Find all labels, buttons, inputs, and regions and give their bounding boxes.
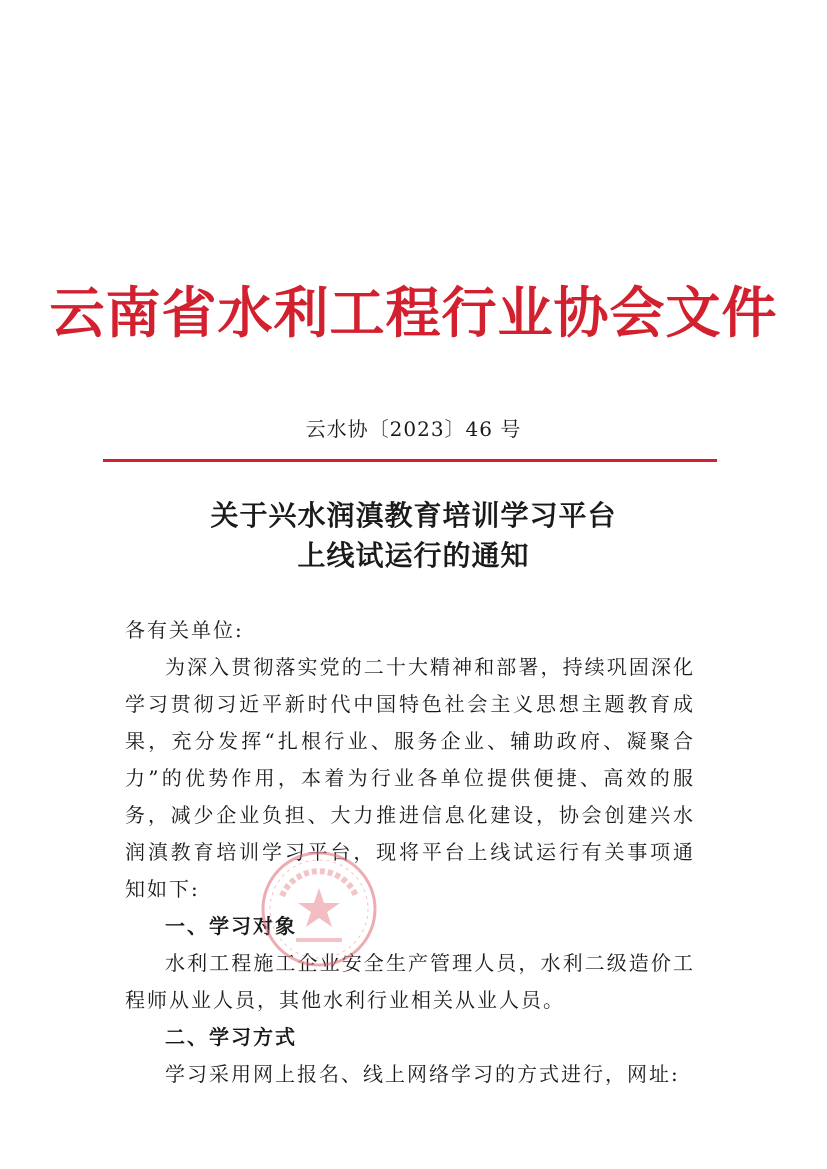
notice-title-line-2: 上线试运行的通知 [297,539,530,572]
section-content-2: 学习采用网上报名、线上网络学习的方式进行，网址: [165,1062,680,1086]
notice-title [0,496,827,576]
notice-body [125,612,695,1093]
red-divider-line [103,459,717,462]
document-number: 云水协〔2023〕46 号 [305,417,522,441]
section-heading-1: 一、学习对象 [165,914,297,938]
notice-title-line-1: 关于兴水润滇教育培训学习平台 [210,499,617,532]
issuer-header: 云南省水利工程行业协会文件 [49,280,778,345]
section-content-1: 水利工程施工企业安全生产管理人员，水利二级造价工程师从业人员，其他水利行业相关从业人员。 [125,951,695,1012]
intro-paragraph: 为深入贯彻落实党的二十大精神和部署，持续巩固深化学习贯彻习近平新时代中国特色社会主义思想主题教育成果，充分发挥“扎根行业、服务企业、辅助政府、凝聚合力”的优势作用，本着为行业各单位提供便捷、高效的服务，减少企业负担、大力推进信息化建设，协会创建兴水润滇教育培训学习平台，现将平台上线试运行有关事项通知如下: [125,655,695,901]
section-heading-2: 二、学习方式 [165,1025,297,1049]
salutation: 各有关单位: [125,618,244,642]
